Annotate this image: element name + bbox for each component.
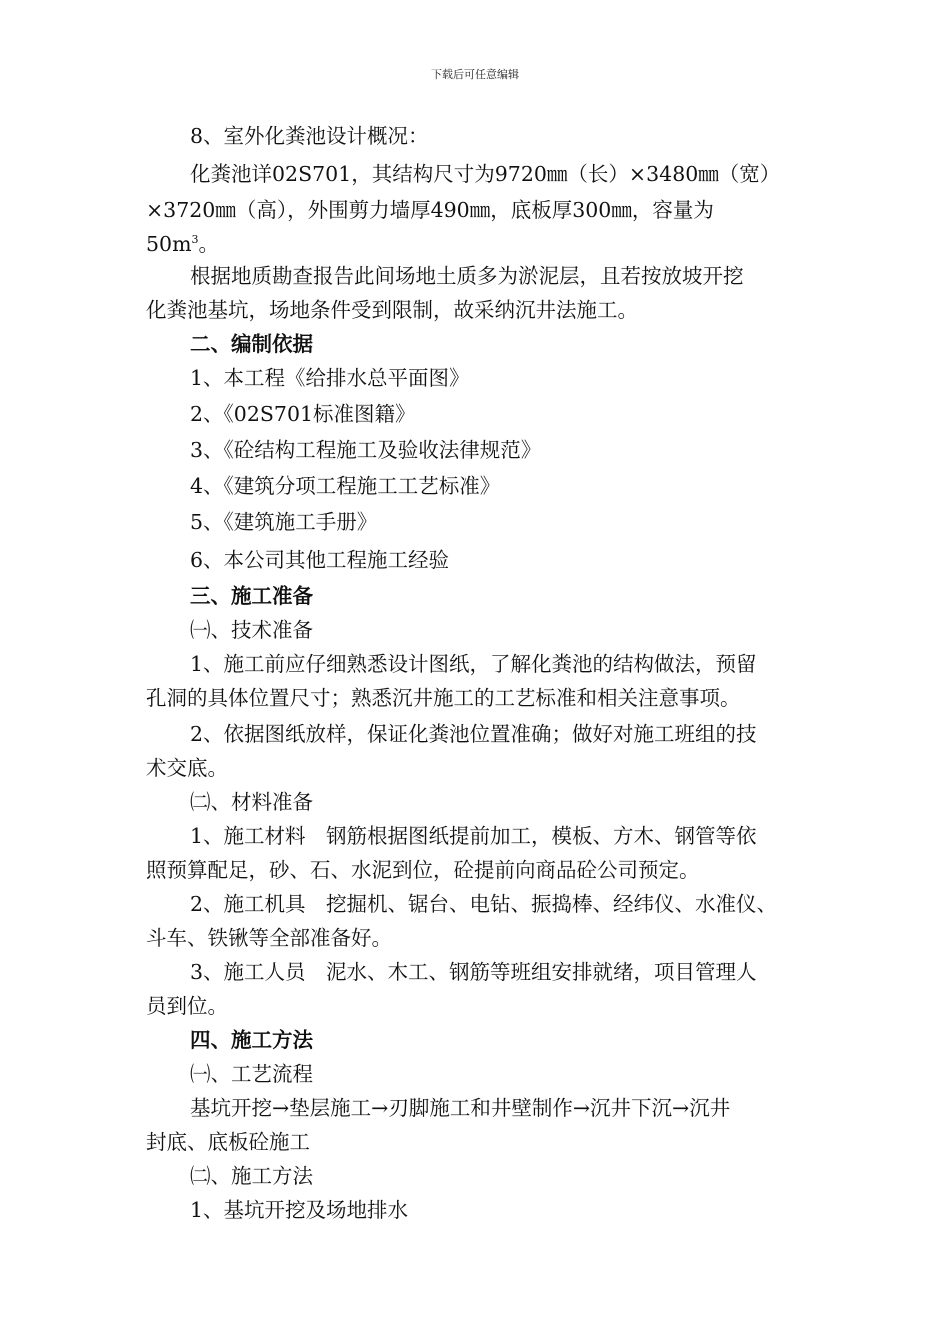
section-heading: 二、编制依据 — [190, 332, 313, 356]
list-item: 2、《02S701标准图籍》 — [190, 402, 416, 426]
list-item: 3、《砼结构工程施工及验收法律规范》 — [190, 438, 542, 462]
paragraph-line: 2、施工机具 挖掘机、锯台、电钻、振捣棒、经纬仪、水准仪、 — [190, 892, 778, 916]
paragraph-line: 照预算配足，砂、石、水泥到位，砼提前向商品砼公司预定。 — [146, 858, 700, 882]
list-item: 6、本公司其他工程施工经验 — [190, 548, 450, 572]
paragraph-line: 孔洞的具体位置尺寸；熟悉沉井施工的工艺标准和相关注意事项。 — [146, 686, 741, 710]
paragraph-line: 1、基坑开挖及场地排水 — [190, 1198, 409, 1222]
paragraph-line: 1、施工前应仔细熟悉设计图纸，了解化粪池的结构做法，预留 — [190, 652, 757, 676]
subsection-heading: ㈠、工艺流程 — [190, 1062, 313, 1086]
list-item: 1、本工程《给排水总平面图》 — [190, 366, 470, 390]
capacity-value: 50m — [146, 232, 192, 256]
subsection-heading: ㈠、技术准备 — [190, 618, 313, 642]
section-heading: 四、施工方法 — [190, 1028, 313, 1052]
paragraph-line: 化粪池详02S701，其结构尺寸为9720㎜（长）×3480㎜（宽） — [190, 162, 781, 186]
paragraph-line: 封底、底板砼施工 — [146, 1130, 310, 1154]
period: 。 — [198, 232, 220, 256]
subsection-heading: ㈡、材料准备 — [190, 790, 313, 814]
list-item: 5、《建筑施工手册》 — [190, 510, 378, 534]
download-note: 下载后可任意编辑 — [431, 68, 519, 81]
paragraph-line: 1、施工材料 钢筋根据图纸提前加工，模板、方木、钢管等依 — [190, 824, 757, 848]
section-heading: 三、施工准备 — [190, 584, 313, 608]
section-heading-8: 8、室外化粪池设计概况： — [190, 124, 429, 148]
paragraph-line — [146, 230, 219, 258]
paragraph-line: 化粪池基坑，场地条件受到限制，故采纳沉井法施工。 — [146, 298, 638, 322]
paragraph-line: 术交底。 — [146, 756, 228, 780]
list-item: 4、《建筑分项工程施工工艺标准》 — [190, 474, 501, 498]
paragraph-line: 员到位。 — [146, 994, 228, 1018]
paragraph-line: ×3720㎜（高），外围剪力墙厚490㎜，底板厚300㎜，容量为 — [146, 198, 714, 222]
paragraph-line: 基坑开挖→垫层施工→刃脚施工和井壁制作→沉井下沉→沉井 — [190, 1096, 731, 1120]
paragraph-line: 2、依据图纸放样，保证化粪池位置准确；做好对施工班组的技 — [190, 722, 757, 746]
paragraph-line: 3、施工人员 泥水、木工、钢筋等班组安排就绪，项目管理人 — [190, 960, 757, 984]
superscript: 3 — [191, 233, 199, 247]
subsection-heading: ㈡、施工方法 — [190, 1164, 313, 1188]
paragraph-line: 根据地质勘查报告此间场地土质多为淤泥层，且若按放坡开挖 — [190, 264, 744, 288]
paragraph-line: 斗车、铁锹等全部准备好。 — [146, 926, 392, 950]
